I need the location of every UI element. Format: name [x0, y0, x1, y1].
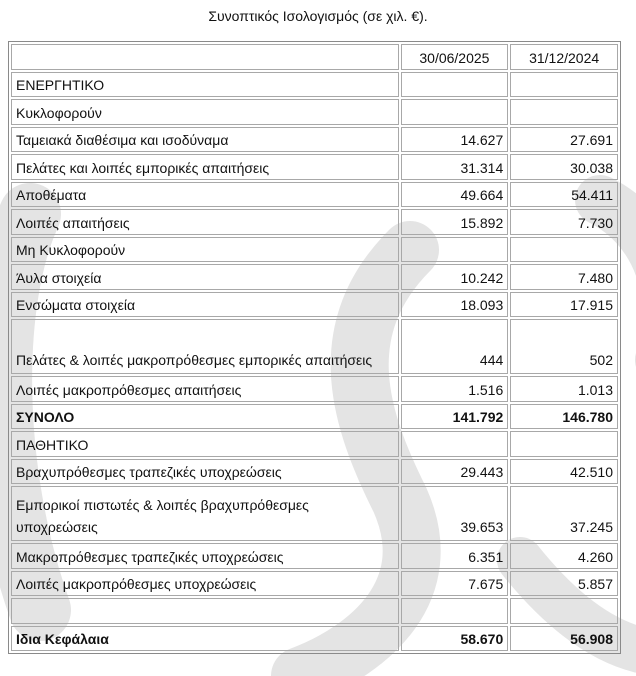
value-b: 37.245: [510, 486, 618, 541]
row-label: Λοιπές απαιτήσεις: [11, 209, 399, 235]
row-label: Μη Κυκλοφορούν: [11, 237, 399, 263]
value-a: 141.792: [401, 404, 509, 430]
table-row-total: [11, 404, 618, 430]
value-a: [401, 598, 509, 624]
value-b: [510, 72, 618, 98]
table-row: [11, 292, 618, 318]
value-b: 54.411: [510, 182, 618, 208]
table-row: [11, 459, 618, 485]
value-b: [510, 431, 618, 457]
table-row: [11, 319, 618, 374]
header-date-a: 30/06/2025: [401, 44, 509, 70]
value-a: 29.443: [401, 459, 509, 485]
table-row: [11, 182, 618, 208]
value-b: [510, 598, 618, 624]
table-row: [11, 431, 618, 457]
header-date-b: 31/12/2024: [510, 44, 618, 70]
table-row: [11, 376, 618, 402]
row-label: Ιδια Κεφάλαια: [11, 626, 399, 652]
value-a: 39.653: [401, 486, 509, 541]
value-b: 27.691: [510, 127, 618, 153]
value-a: [401, 72, 509, 98]
document-title: Συνοπτικός Ισολογισμός (σε χιλ. €).: [208, 8, 428, 24]
table-row: [11, 264, 618, 290]
row-label: ΣΥΝΟΛΟ: [11, 404, 399, 430]
value-b: 7.480: [510, 264, 618, 290]
value-a: 7.675: [401, 571, 509, 597]
value-a: 1.516: [401, 376, 509, 402]
value-b: 146.780: [510, 404, 618, 430]
row-label: Ταμειακά διαθέσιμα και ισοδύναμα: [11, 127, 399, 153]
value-a: [401, 237, 509, 263]
row-label: ΕΝΕΡΓΗΤΙΚΟ: [11, 72, 399, 98]
value-b: 1.013: [510, 376, 618, 402]
table-row: [11, 486, 618, 541]
value-a: 14.627: [401, 127, 509, 153]
value-a: [401, 431, 509, 457]
value-b: 502: [510, 319, 618, 374]
value-b: 5.857: [510, 571, 618, 597]
value-b: 4.260: [510, 543, 618, 569]
table-row-empty: [11, 598, 618, 624]
value-a: 58.670: [401, 626, 509, 652]
row-label: ΠΑΘΗΤΙΚΟ: [11, 431, 399, 457]
table-row: [11, 209, 618, 235]
row-label: Άυλα στοιχεία: [11, 264, 399, 290]
row-label: Εμπορικοί πιστωτές & λοιπές βραχυπρόθεσμες υποχρεώσεις: [11, 486, 399, 541]
value-a: 15.892: [401, 209, 509, 235]
value-a: 18.093: [401, 292, 509, 318]
table-row: [11, 571, 618, 597]
value-b: 30.038: [510, 154, 618, 180]
header-label-cell: [11, 44, 399, 70]
row-label: Λοιπές μακροπρόθεσμες απαιτήσεις: [11, 376, 399, 402]
row-label: Αποθέματα: [11, 182, 399, 208]
row-label: Πελάτες και λοιπές εμπορικές απαιτήσεις: [11, 154, 399, 180]
table-row: [11, 154, 618, 180]
table-row-equity: [11, 626, 618, 652]
value-b: 17.915: [510, 292, 618, 318]
table-row: [11, 237, 618, 263]
table-row: [11, 543, 618, 569]
row-label: Βραχυπρόθεσμες τραπεζικές υποχρεώσεις: [11, 459, 399, 485]
row-label: Πελάτες & λοιπές μακροπρόθεσμες εμπορικές απαιτήσεις: [11, 319, 399, 374]
table-row: [11, 99, 618, 125]
value-b: 7.730: [510, 209, 618, 235]
balance-sheet-table: [8, 41, 621, 654]
row-label: [11, 598, 399, 624]
value-a: 10.242: [401, 264, 509, 290]
value-a: [401, 99, 509, 125]
table-header-row: [11, 44, 618, 70]
value-b: [510, 99, 618, 125]
value-b: [510, 237, 618, 263]
table-row: [11, 72, 618, 98]
value-b: 42.510: [510, 459, 618, 485]
row-label: Κυκλοφορούν: [11, 99, 399, 125]
value-a: 31.314: [401, 154, 509, 180]
table-row: [11, 127, 618, 153]
value-b: 56.908: [510, 626, 618, 652]
row-label: Μακροπρόθεσμες τραπεζικές υποχρεώσεις: [11, 543, 399, 569]
value-a: 444: [401, 319, 509, 374]
value-a: 6.351: [401, 543, 509, 569]
balance-sheet: [8, 41, 621, 654]
row-label: Λοιπές μακροπρόθεσμες υποχρεώσεις: [11, 571, 399, 597]
row-label: Ενσώματα στοιχεία: [11, 292, 399, 318]
value-a: 49.664: [401, 182, 509, 208]
